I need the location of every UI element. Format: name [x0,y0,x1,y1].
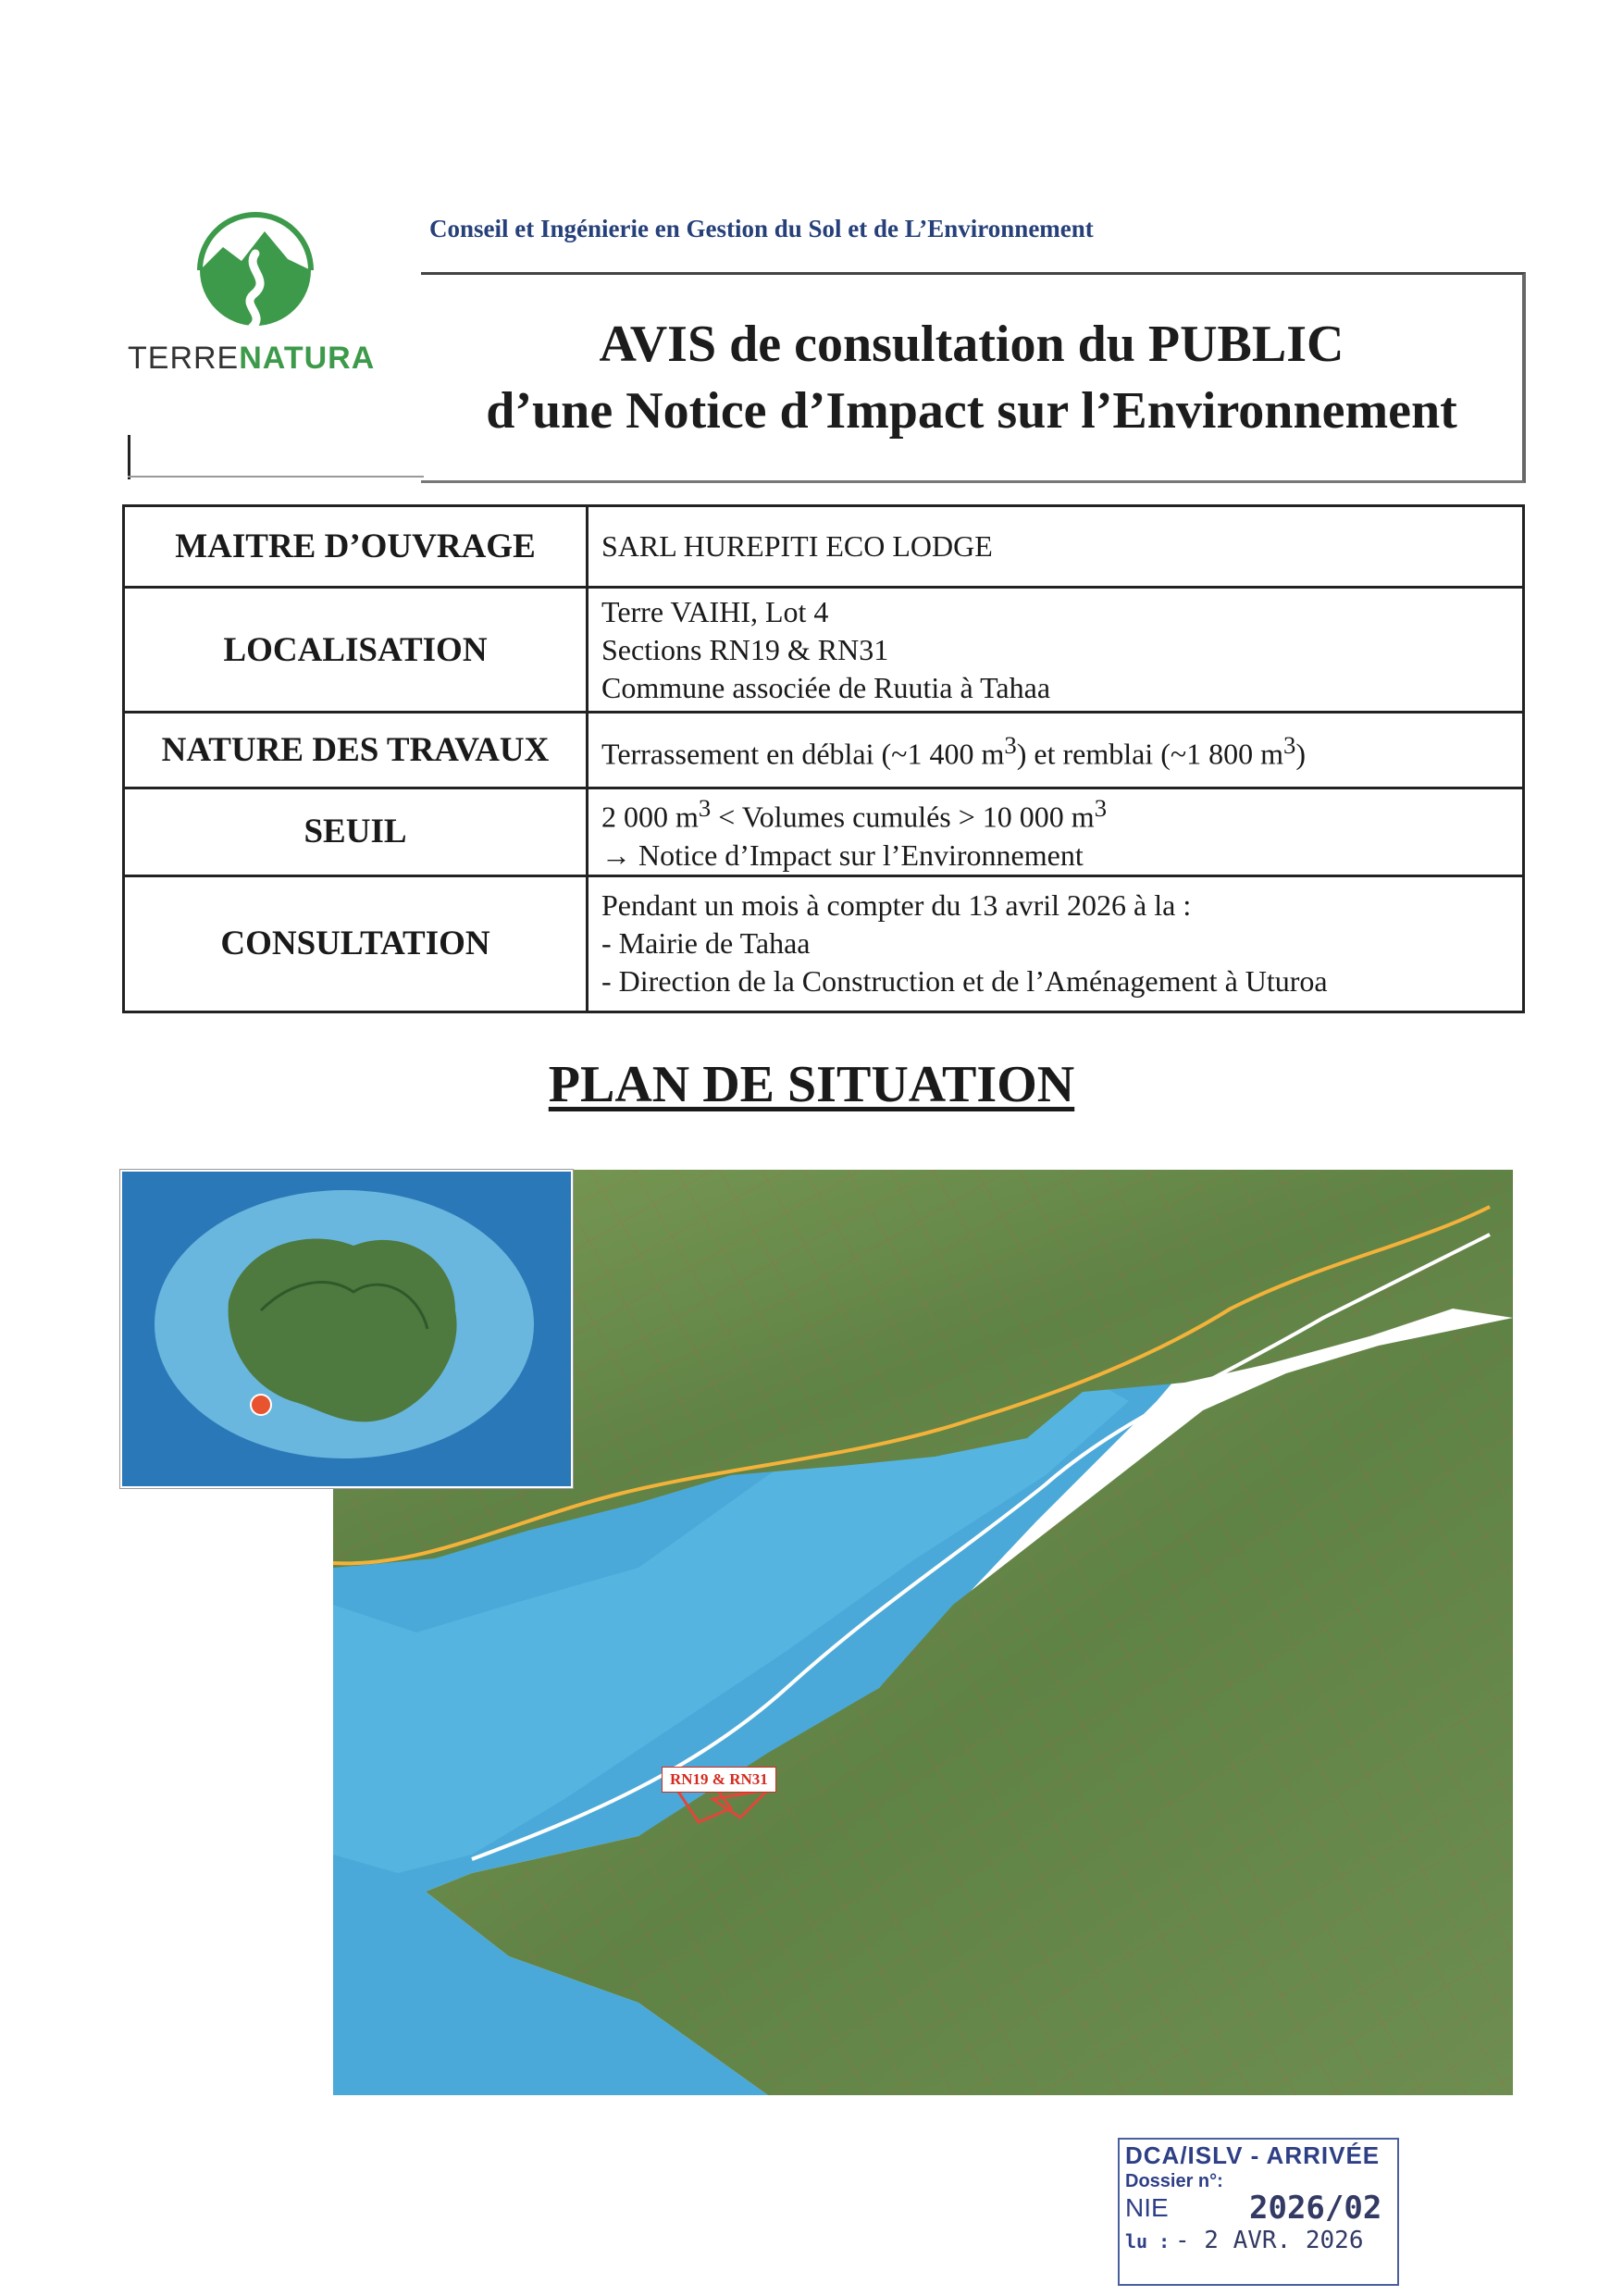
row-consultation [124,875,1524,1011]
nature-sup-2: 3 [1283,731,1296,760]
consultation-line-3: - Direction de la Construction et de l’Aménagement à Uturoa [601,964,1328,999]
stamp-date-label: lu : [1125,2230,1171,2253]
value-seuil [588,788,1524,876]
seuil-sup-1: 3 [698,794,712,822]
value-localisation [588,588,1524,713]
nature-part-1: Terrassement en déblai (~1 400 m [601,737,1005,771]
stamp-dossier-label: Dossier n°: [1125,2171,1223,2191]
stamp-office: DCA/ISLV - ARRIVÉE [1125,2141,1381,2169]
localisation-line-2: Sections RN19 & RN31 [601,632,889,666]
terrenatura-logo [128,205,387,391]
site-label: RN19 & RN31 [662,1767,776,1793]
title-line-2: d’une Notice d’Impact sur l’Environnement [486,382,1457,440]
header-divider [128,435,130,479]
nature-sup-1: 3 [1004,731,1017,760]
location-map [120,1170,1513,2095]
value-maitre: SARL HUREPITI ECO LODGE [588,506,1524,588]
label-seuil: SEUIL [124,788,588,876]
value-nature [588,713,1524,788]
consultation-line-2: - Mairie de Tahaa [601,926,811,961]
arrival-stamp [1118,2138,1399,2286]
page-title [421,311,1522,444]
company-tagline: Conseil et Ingénierie en Gestion du Sol et de L’Environnement [429,215,1094,242]
nature-part-3: ) [1295,737,1307,771]
island-overview-image [122,1172,571,1486]
stamp-dossier-number: 2026/02 [1249,2190,1382,2227]
row-seuil [124,788,1524,876]
mountain-river-icon [191,205,320,335]
header-divider-line [128,476,424,478]
stamp-code: NIE [1125,2193,1169,2222]
label-nature: NATURE DES TRAVAUX [124,713,588,788]
seuil-line-1b: < Volumes cumulés > 10 000 m [711,800,1095,834]
logo-text-natura: NATURA [239,341,376,376]
nature-part-2: ) et remblai (~1 800 m [1016,737,1284,771]
title-line-1: AVIS de consultation du PUBLIC [599,316,1344,373]
row-nature [124,713,1524,788]
stamp-date: - 2 AVR. 2026 [1175,2227,1364,2254]
logo-wordmark [128,341,375,377]
project-info-table [122,504,1525,1013]
label-localisation: LOCALISATION [124,588,588,713]
label-maitre: MAITRE D’OUVRAGE [124,506,588,588]
consultation-line-1: Pendant un mois à compter du 13 avril 2026 à la : [601,888,1192,923]
logo-text-terre: TERRE [128,341,240,376]
value-consultation [588,875,1524,1011]
seuil-line-1a: 2 000 m [601,800,699,834]
seuil-sup-2: 3 [1094,794,1108,822]
plan-title: PLAN DE SITUATION [548,1056,1075,1113]
label-consultation: CONSULTATION [124,875,588,1011]
seuil-line-2: → Notice d’Impact sur l’Environnement [601,838,1084,872]
island-inset-map [120,1170,573,1488]
row-maitre [124,506,1524,588]
site-marker-icon [251,1395,271,1415]
row-localisation [124,588,1524,713]
localisation-line-3: Commune associée de Ruutia à Tahaa [601,670,1051,704]
localisation-line-1: Terre VAIHI, Lot 4 [601,594,829,628]
